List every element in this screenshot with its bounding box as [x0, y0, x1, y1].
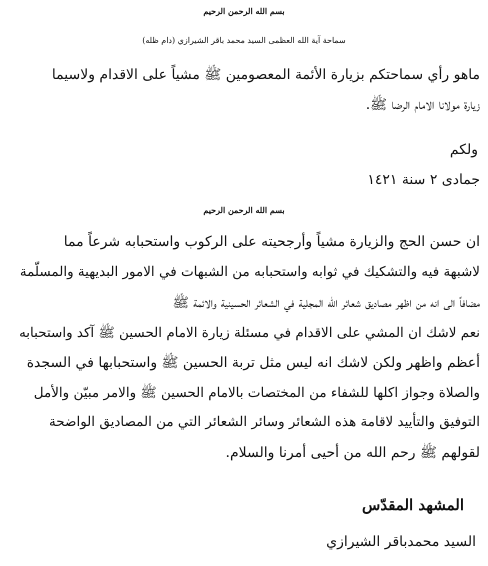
answer-line: التوفيق والتأييد لاقامة هذه الشعائر وسائر الشعائر التي من المصاديق الواضحة	[49, 414, 480, 430]
answer-line: ان حسن الحج والزيارة مشياً وأرجحيته على الركوب واستحبابه شرعاً مما	[63, 234, 480, 250]
answer-line: والصلاة وجواز اكلها للشفاء من المختصات بالامام الحسين ﷺ والامر مبيّن والأمل	[33, 385, 480, 401]
answer-line: أعظم واظهر ولكن لاشك انه ليس مثل تربة الحسين ﷺ واستحبابها في السجدة	[26, 355, 480, 371]
answer-line: لاشبهة فيه والتشكيك في ثوابه واستحبابه من الشبهات في الامور البديهية والمسلّمة	[19, 264, 480, 280]
answer-line: لقولهم ﷺ رحم الله من أحيى أمرنا والسلام.	[225, 445, 480, 461]
addressee-line: سماحة آية الله العظمى السيد محمد باقر الشيرازي (دام ظله)	[142, 36, 346, 45]
letter-date: جمادى ٢ سنة ١٤٢١	[367, 172, 480, 188]
answer-line: نعم لاشك ان المشي على الاقدام في مسئلة زيارة الامام الحسين ﷺ آكد واستحبابه	[19, 325, 480, 341]
question-line-2: زيارة مولانا الامام الرضا ﷺ.	[365, 97, 480, 113]
answer-basmala: بسم الله الرحمن الرحيم	[203, 205, 285, 215]
signature-place: المشهد المقدّس	[362, 496, 464, 514]
answer-line: مضافاً الى انه من اظهر مصاديق شعائر الله المجلية في الشعائر الحسينية والائمة ﷺ	[172, 295, 480, 311]
question-basmala: بسم الله الرحمن الرحيم	[203, 6, 285, 16]
question-line-1: ماهو رأي سماحتكم بزيارة الأئمة المعصومين ﷺ مشياً على الاقدام ولاسيما	[51, 67, 480, 83]
closing-thanks: ولكم	[449, 142, 478, 158]
signature-name: السيد محمدباقر الشيرازي	[326, 534, 476, 550]
